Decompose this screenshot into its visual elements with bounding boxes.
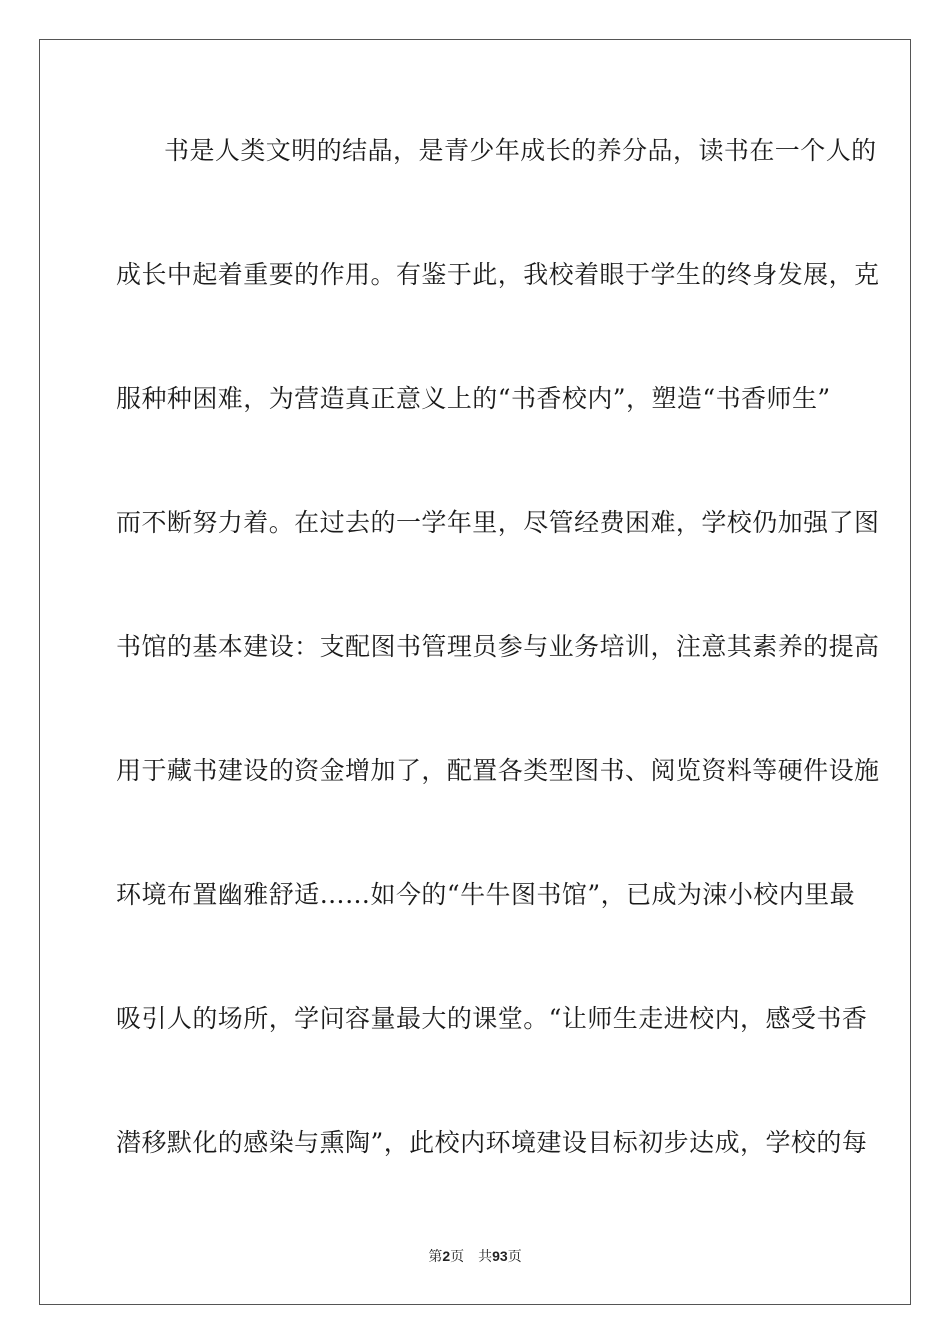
- paragraph-line-1: 书是人类文明的结晶，是青少年成长的养分品，读书在一个人的: [164, 136, 877, 165]
- paragraph-line-9: 潜移默化的感染与熏陶”，此校内环境建设目标初步达成，学校的每: [116, 1128, 868, 1157]
- total-pages-number: 93: [492, 1248, 508, 1264]
- paragraph-line-5: 书馆的基本建设：支配图书管理员参与业务培训，注意其素养的提高: [116, 632, 880, 661]
- paragraph-line-4: 而不断努力着。在过去的一学年里，尽管经费困难，学校仍加强了图: [116, 508, 880, 537]
- page-footer: [0, 1246, 950, 1267]
- paragraph-line-6: 用于藏书建设的资金增加了，配置各类型图书、阅览资料等硬件设施: [116, 756, 880, 785]
- paragraph-line-2: 成长中起着重要的作用。有鉴于此，我校着眼于学生的终身发展，克: [116, 260, 880, 289]
- page-number-suffix: 页: [450, 1249, 465, 1265]
- current-page-number: 2: [442, 1248, 451, 1264]
- page-number-prefix: 第: [428, 1249, 443, 1265]
- page-border: [39, 39, 911, 1305]
- paragraph-line-7: 环境布置幽雅舒适……如今的“牛牛图书馆”，已成为涑小校内里最: [116, 880, 856, 909]
- paragraph-line-8: 吸引人的场所，学问容量最大的课堂。“让师生走进校内，感受书香: [116, 1004, 868, 1033]
- total-pages-suffix: 页: [507, 1249, 522, 1265]
- total-pages-prefix: 共: [478, 1249, 493, 1265]
- paragraph-line-3: 服种种困难，为营造真正意义上的“书香校内”，塑造“书香师生”: [116, 384, 831, 413]
